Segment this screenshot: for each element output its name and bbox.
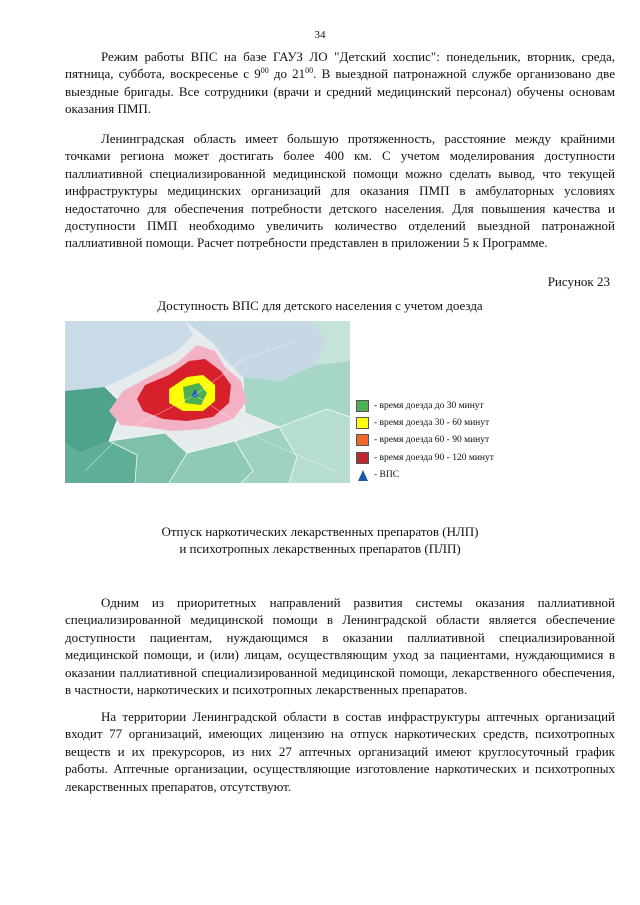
legend-swatch-30-60 bbox=[356, 417, 369, 429]
legend-swatch-90-120 bbox=[356, 452, 369, 464]
legend-item bbox=[356, 414, 494, 431]
legend-label: - время доезда 90 - 120 минут bbox=[374, 452, 494, 463]
legend-item bbox=[356, 432, 494, 449]
paragraph-pharmacies: На территории Ленинградской области в состав инфраструктуры аптечных организаций входит 77 организаций, имеющих лицензию на отпуск наркотических средств, психотропных веществ и их прекурсоров, из них 27 аптечных организаций имеют круглосуточный график работы. Аптечные организации, осуществляющие изготовление наркотических и психотропных лекарственных препаратов, отсутствуют. bbox=[65, 709, 615, 794]
paragraph-schedule-text-3: . В выездной патронажной службе организовано две выездные бригады. Все сотрудники (врачи и средний медицинский персонал) обучены основам оказания ПМП. bbox=[65, 66, 615, 117]
paragraph-priority: Одним из приоритетных направлений развития системы оказания паллиативной специализированной медицинской помощи в Ленинградской области является обеспечение доступности пациентам, нуждающимся в оказании паллиативной специализированной медицинской помощи, и (или) лицам, осуществляющим уход за пациентами, нуждающимися в оказании паллиативной специализированной медицинской помощи, лекарственного обеспечения, в частности, наркотических и психотропных лекарственных препаратов. bbox=[65, 595, 615, 698]
paragraph-schedule-text-2: до 21 bbox=[268, 66, 306, 82]
figure-label: Рисунок 23 bbox=[547, 274, 610, 289]
legend-swatch-under-30 bbox=[356, 400, 369, 412]
paragraph-schedule-text-1: Режим работы ВПС на базе ГАУЗ ЛО "Детский хоспис": понедельник, вторник, среда, пятница, суббота, воскресенье с 9 bbox=[65, 49, 615, 82]
start-time-superscript: 00 bbox=[260, 66, 269, 76]
legend-swatch-60-90 bbox=[356, 434, 369, 446]
section-title bbox=[0, 523, 640, 558]
legend-label: - время доезда 30 - 60 минут bbox=[374, 418, 490, 429]
paragraph-schedule bbox=[65, 48, 615, 118]
section-title-line: Отпуск наркотических лекарственных препаратов (НЛП) bbox=[161, 524, 479, 539]
paragraph-region-extent: Ленинградская область имеет большую протяженность, расстояние между крайними точками региона может достигать более 400 км. С учетом моделирования доступности паллиативной специализированной медицинской помощи можно сделать вывод, что текущей инфраструктуры медицинских организаций для оказания ПМП в амбулаторных условиях недостаточно для обеспечения потребности детского населения. Для повышения качества и доступности ПМП необходимо увеличить количество отделений выездной патронажной паллиативной помощи. Расчет потребности представлен в приложении 5 к Программе. bbox=[65, 131, 615, 251]
page-number: 34 bbox=[314, 29, 326, 41]
section-title-line: и психотропных лекарственных препаратов (ПЛП) bbox=[179, 541, 461, 557]
legend-label: - время доезда 60 - 90 минут bbox=[374, 435, 490, 446]
triangle-icon bbox=[356, 470, 369, 481]
legend-item bbox=[356, 397, 494, 414]
end-time-superscript: 00 bbox=[305, 66, 314, 76]
figure-title: Доступность ВПС для детского населения с учетом доезда bbox=[157, 298, 483, 313]
accessibility-map bbox=[65, 321, 350, 483]
legend-label: - ВПС bbox=[374, 470, 400, 481]
legend-item bbox=[356, 467, 494, 484]
map-legend bbox=[356, 397, 494, 484]
legend-item bbox=[356, 449, 494, 466]
legend-label: - время доезда до 30 минут bbox=[374, 400, 484, 411]
